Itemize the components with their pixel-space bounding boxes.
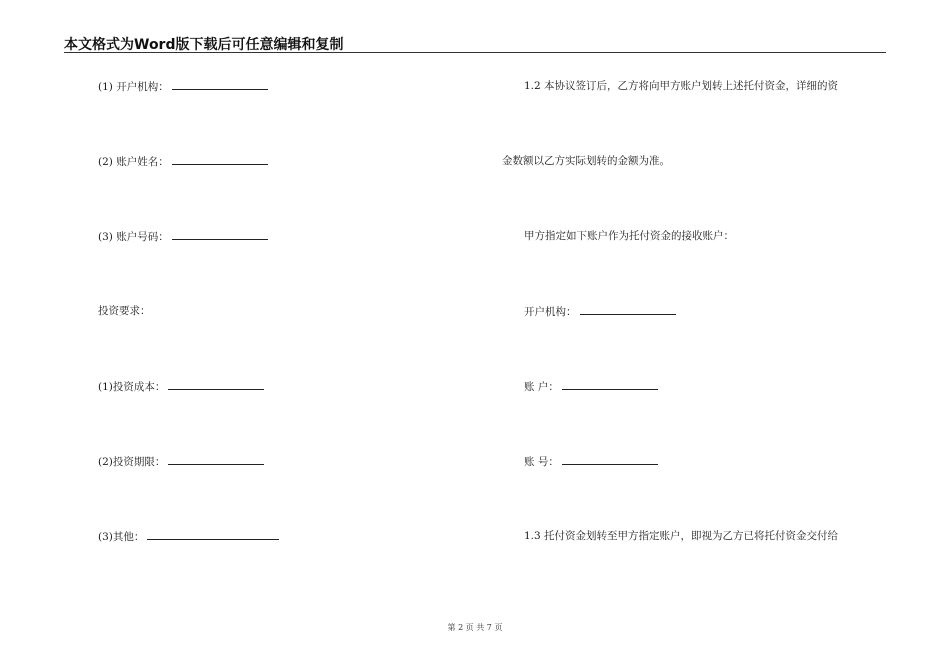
field-label: 账 号： [524,456,559,468]
left-field-investment-term [98,454,264,469]
fill-in-blank [168,454,264,465]
left-field-other [98,529,279,544]
field-label: (1) 开户机构： [98,81,169,93]
right-field-account-number [524,454,658,469]
right-field-account [524,379,658,394]
field-label: (1)投资成本： [98,381,166,393]
fill-in-blank [172,79,268,90]
field-label: (2) 账户姓名： [98,156,169,168]
fill-in-blank [562,379,658,390]
fill-in-blank [580,304,676,315]
page-number-footer: 第 2 页 共 7 页 [447,623,503,632]
fill-in-blank [172,229,268,240]
section-label: 投资要求： [98,305,151,317]
fill-in-blank [168,379,264,390]
left-field-account-name [98,154,268,169]
right-receiving-account-intro: 甲方指定如下账户作为托付资金的接收账户： [524,230,734,242]
document-header-title: 本文格式为Word版下载后可任意编辑和复制 [64,37,344,53]
header-divider [64,52,886,53]
fill-in-blank [147,529,279,540]
field-label: (2)投资期限： [98,456,166,468]
field-label: 开户机构： [524,306,577,318]
right-clause-1-3-line1: 1.3 托付资金划转至甲方指定账户，即视为乙方已将托付资金交付给 [524,530,839,542]
field-label: (3)其他： [98,531,145,543]
fill-in-blank [172,154,268,165]
fill-in-blank [562,454,658,465]
left-investment-requirements [98,304,151,318]
left-field-institution [98,79,268,94]
left-field-account-number [98,229,268,244]
right-clause-1-2-line2: 金数额以乙方实际划转的金额为准。 [502,155,670,167]
field-label: (3) 账户号码： [98,231,169,243]
left-field-investment-cost [98,379,264,394]
field-label: 账 户： [524,381,559,393]
right-clause-1-2-line1: 1.2 本协议签订后，乙方将向甲方账户划转上述托付资金，详细的资 [524,80,839,92]
right-field-institution [524,304,676,319]
